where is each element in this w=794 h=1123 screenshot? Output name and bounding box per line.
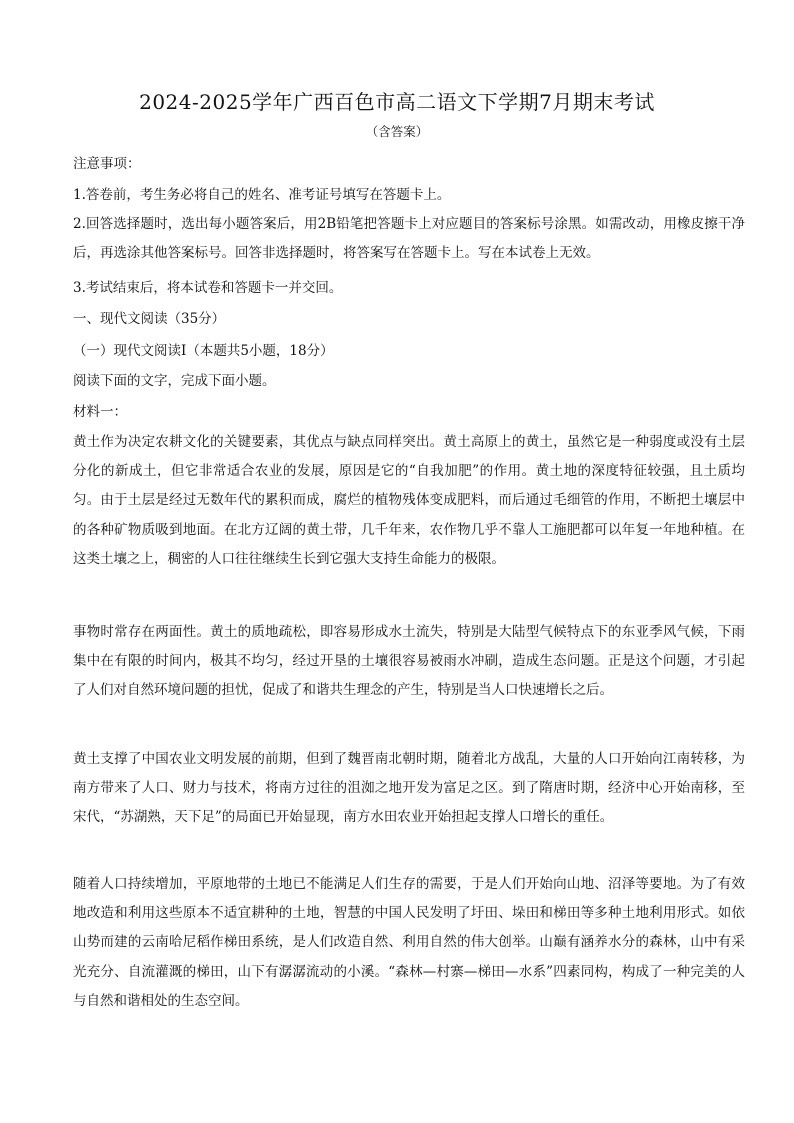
notice-item-1: 1.答卷前，考生务必将自己的姓名、准考证号填写在答题卡上。 bbox=[73, 187, 451, 203]
page-title: 2024-2025学年广西百色市高二语文下学期7月期末考试 bbox=[139, 90, 655, 114]
notice-heading: 注意事项： bbox=[73, 156, 141, 172]
section-subheading: （一）现代文阅读Ⅰ（本题共5小题，18分） bbox=[73, 343, 334, 359]
material-label: 材料一： bbox=[73, 404, 127, 420]
paragraph-4: 随着人口持续增加，平原地带的土地已不能满足人们生存的需要，于是人们开始向山地、沼泽等要地。为了有效地改造和利用这些原本不适宜耕种的土地，智慧的中国人民发明了圩田、垛田和梯田等多种土地利用形式。如依山势而建的云南哈尼稻作梯田系统，是人们改造自然、利用自然的伟大创举。山巅有涵养水分的森林，山中有采光充分、自流灌溉的梯田，山下有潺潺流动的小溪。“森林—村寨—梯田—水系”四素同构，构成了一种完美的人与自然和谐相处的生态空间。 bbox=[73, 876, 745, 1009]
notice-item-3: 3.考试结束后，将本试卷和答题卡一并交回。 bbox=[73, 280, 343, 296]
paragraph-1: 黄土作为决定农耕文化的关键要素，其优点与缺点同样突出。黄土高原上的黄土，虽然它是一种弱度或没有土层分化的新成土，但它非常适合农业的发展，原因是它的“自我加肥”的作用。黄土地的深度特征较强，且土质均匀。由于土层是经过无数年代的累积而成，腐烂的植物残体变成肥料，而后通过毛细管的作用，不断把土壤层中的各种矿物质吸到地面。在北方辽阔的黄土带，几千年来，农作物几乎不靠人工施肥都可以年复一年地种植。在这类土壤之上，稠密的人口往往继续生长到它强大支持生命能力的极限。 bbox=[73, 434, 745, 567]
section-heading: 一、现代文阅读（35分） bbox=[73, 311, 226, 327]
page-subtitle: （含答案） bbox=[365, 124, 429, 139]
paragraph-3: 黄土支撑了中国农业文明发展的前期，但到了魏晋南北朝时期，随着北方战乱，大量的人口开始向江南转移，为南方带来了人口、财力与技术，将南方过往的沮洳之地开发为富足之区。到了隋唐时期，经济中心开始南移，至宋代，“苏湖熟，天下足”的局面已开始显现，南方水田农业开始担起支撑人口增长的重任。 bbox=[73, 751, 745, 826]
notice-item-2: 2.回答选择题时，选出每小题答案后，用2B铅笔把答题卡上对应题目的答案标号涂黑。如需改动，用橡皮擦干净后，再选涂其他答案标号。回答非选择题时，将答案写在答题卡上。写在本试卷上无效。 bbox=[73, 216, 745, 262]
reading-instruction: 阅读下面的文字，完成下面小题。 bbox=[73, 373, 276, 389]
paragraph-2: 事物时常存在两面性。黄土的质地疏松，即容易形成水土流失，特别是大陆型气候特点下的东亚季风气候，下雨集中在有限的时间内，极其不均匀，经过开垦的土壤很容易被雨水冲刷，造成生态问题。正是这个问题，才引起了人们对自然环境问题的担忧，促成了和谐共生理念的产生，特别是当人口快速增长之后。 bbox=[73, 624, 745, 699]
